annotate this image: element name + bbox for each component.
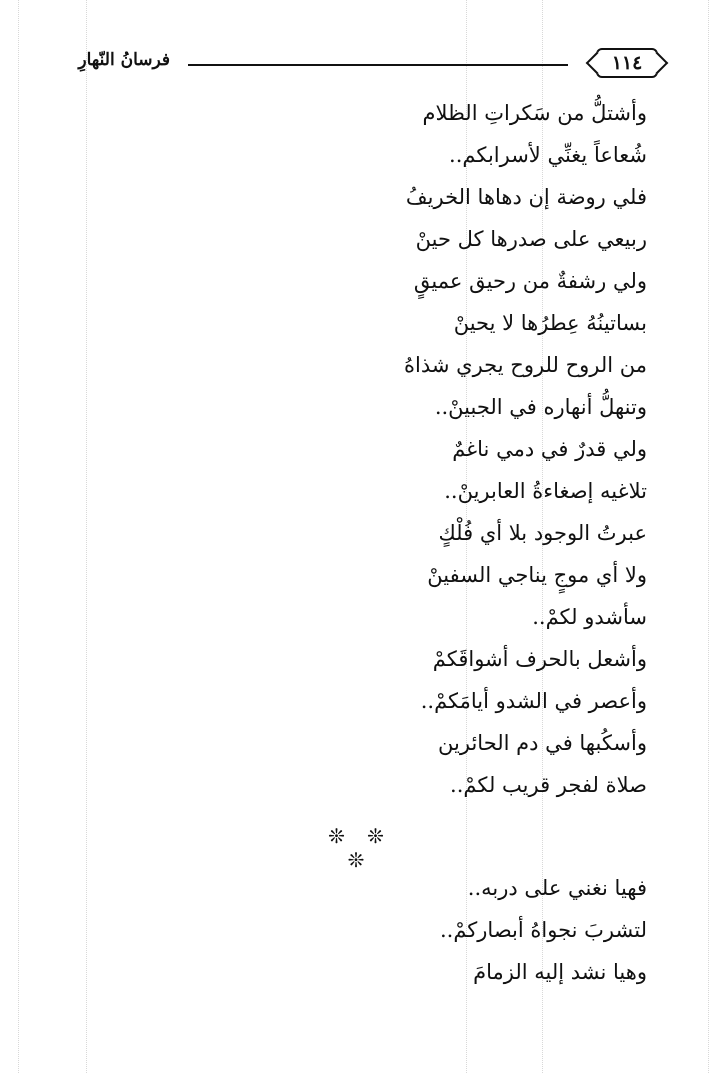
page-number: ١١٤ bbox=[611, 52, 643, 74]
verse-line: عبرتُ الوجود بلا أي فُلْكٍ bbox=[438, 521, 647, 545]
verse-line: سأشدو لكمْ.. bbox=[532, 605, 647, 629]
verse-line: وهيا نشد إليه الزمامَ bbox=[473, 960, 647, 984]
book-title: فرسانُ النّهارِ bbox=[78, 50, 170, 70]
verse-line: ولي قدرٌ في دمي ناغمٌ bbox=[452, 437, 647, 461]
poem-verses-bottom bbox=[87, 867, 647, 993]
verse-line: ربيعي على صدرها كل حينْ bbox=[415, 227, 647, 251]
verse-line: وأسكُبها في دم الحائرين bbox=[438, 731, 647, 755]
verse-line: لتشربَ نجواهُ أبصاركمْ.. bbox=[439, 918, 647, 942]
verse-line: صلاة لفجر قريب لكمْ.. bbox=[450, 773, 647, 797]
poem-verses-top bbox=[87, 92, 647, 806]
verse-line: وأشتلُّ من سَكراتِ الظلام bbox=[422, 101, 647, 125]
page-header bbox=[0, 40, 727, 86]
verse-line: ولا أي موجٍ يناجي السفينْ bbox=[427, 563, 647, 587]
verse-line: وأعصر في الشدو أيامَكمْ.. bbox=[420, 689, 647, 713]
scan-guide-line bbox=[708, 0, 709, 1073]
verse-line: تلاغيه إصغاءةُ العابرينْ.. bbox=[444, 479, 647, 503]
section-separator: ❊ ❊ ❊ bbox=[328, 824, 392, 872]
verse-line: بساتينُهُ عِطرُها لا يحينْ bbox=[453, 311, 647, 335]
page-number-frame bbox=[596, 48, 658, 78]
verse-line: وتنهلُّ أنهاره في الجبينْ.. bbox=[434, 395, 647, 419]
verse-line: ولي رشفةٌ من رحيق عميقٍ bbox=[413, 269, 647, 293]
verse-line: وأشعل بالحرف أشواقَكمْ bbox=[432, 647, 647, 671]
verse-line: من الروح للروح يجري شذاهُ bbox=[404, 353, 647, 377]
header-rule bbox=[188, 64, 568, 66]
verse-line: فهيا نغني على دربه.. bbox=[467, 876, 647, 900]
scan-guide-line bbox=[18, 0, 19, 1073]
verse-line: شُعاعاً يغنِّي لأسرابكم.. bbox=[449, 143, 647, 167]
verse-line: فلي روضة إن دهاها الخريفُ bbox=[405, 185, 647, 209]
